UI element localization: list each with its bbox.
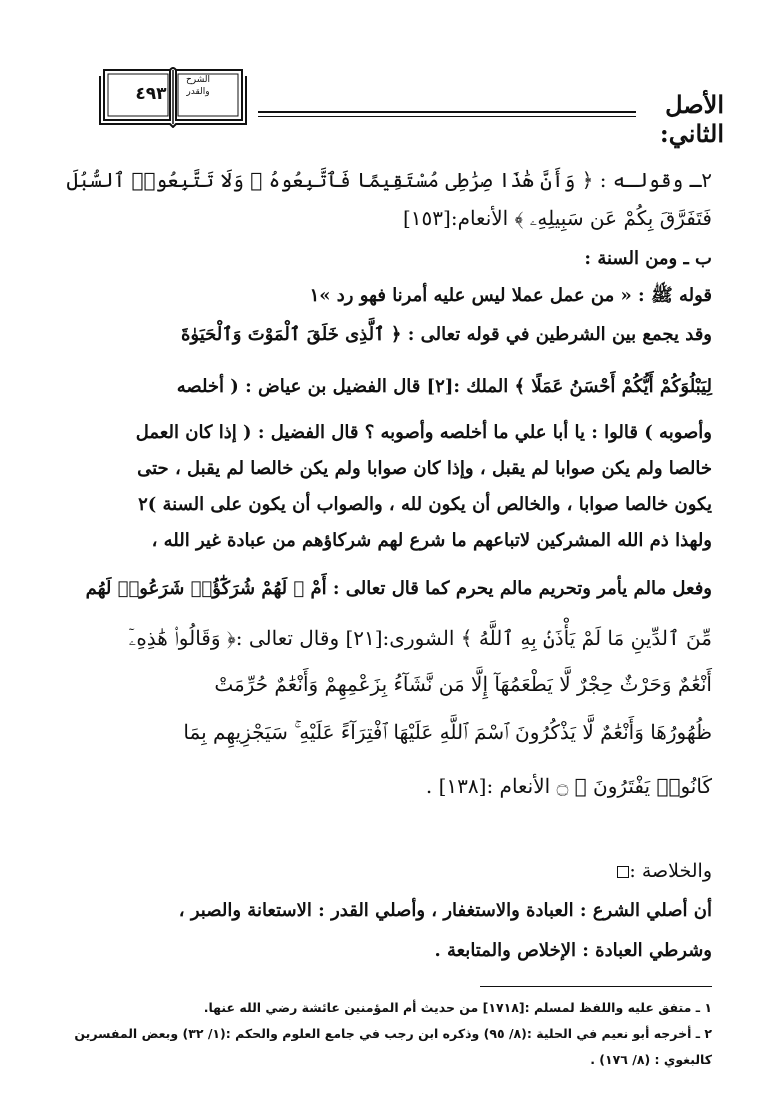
badge-label-line1: الشرح (185, 75, 211, 85)
text-line: وقد يجمع بين الشرطين في قوله تعالى : ﴿ ٱلَّذِى خَلَقَ ٱلْمَوْتَ وَٱلْحَيَوٰةَ (181, 324, 712, 345)
summary-heading-text: والخلاصة : (629, 860, 712, 882)
footnote-separator (480, 986, 712, 987)
text-line: خالصا ولم يكن صوابا لم يقبل ، وإذا كان صوابا ولم يكن خالصا لم يقبل ، حتى (137, 458, 712, 479)
summary-heading (607, 860, 712, 882)
page-header (84, 62, 724, 148)
footnote-1: ١ ـ متفق عليه واللفظ لمسلم :[١٧١٨] من حديث أم المؤمنين عائشة رضي الله عنها. (203, 1000, 712, 1015)
text-line: يكون خالصا صوابا ، والخالص أن يكون لله ، والصواب أن يكون على السنة )٢ (138, 494, 712, 515)
text-line: وأصوبه ) قالوا : يا أبا علي ما أخلصه وأصوبه ؟ قال الفضيل : ( إذا كان العمل (135, 422, 712, 443)
text-line: قوله ﷺ : « من عمل عملا ليس عليه أمرنا فهو رد »١ (309, 285, 712, 306)
text-line: وفعل مالم يأمر وتحريم مالم يحرم كما قال تعالى : أَمْ ﴿ لَهُمْ شُرَكَٰٓؤُا۟ شَرَعُوا۟ لَهُم (85, 578, 712, 599)
header-rule-thin (258, 116, 636, 117)
footnote-2: ٢ ـ أخرجه أبو نعيم في الحلية :(٨/ ٩٥) وذكره ابن رجب في جامع العلوم والحكم :(١/ ٣٢) وبعض المفسرين (74, 1026, 712, 1041)
text-line: أَنْعَٰمٌ وَحَرْثٌ حِجْرٌ لَّا يَطْعَمُهَآ إِلَّا مَن نَّشَآءُ بِزَعْمِهِمْ وَأَنْعَٰمٌ حُرِّمَتْ (214, 672, 712, 696)
text-line: ٢ـ وقولـه : ﴿ وَأَنَّ هَٰذَا صِرَٰطِى مُسْتَقِيمًا فَٱتَّبِعُوهُ ۖ وَلَا تَتَّبِعُوا۟ ٱلسُّبُلَ (66, 168, 712, 192)
page-number-badge (98, 62, 248, 128)
summary-line: أن أصلي الشرع : العبادة والاستغفار ، وأصلي القدر : الاستعانة والصبر ، (178, 900, 712, 921)
header-rule (258, 111, 636, 113)
text-line: فَتَفَرَّقَ بِكُمْ عَن سَبِيلِهِۦ ﴾ الأنعام:[١٥٣] (402, 206, 712, 230)
square-bullet-icon (617, 866, 629, 878)
page-number: ٤٩٣ (135, 84, 167, 104)
summary-line: وشرطي العبادة : الإخلاص والمتابعة . (434, 940, 712, 961)
text-line: كَانُوا۟ يَفْتَرُونَ ﴾ ۝ الأنعام :[١٣٨] . (425, 774, 712, 798)
text-line: ولهذا ذم الله المشركين لاتباعهم ما شرع لهم شركاؤهم من عبادة غير الله ، (151, 530, 712, 551)
text-line: ظُهُورُهَا وَأَنْعَٰمٌ لَّا يَذْكُرُونَ ٱسْمَ ٱللَّهِ عَلَيْهَا ٱفْتِرَآءً عَلَيْهِ ۚ سَيَجْزِيهِم بِمَا (183, 720, 712, 744)
book-section-label (176, 74, 220, 98)
chapter-title: الأصل الثاني: (659, 90, 724, 148)
badge-label-line2: والقدر (186, 87, 210, 97)
text-line: ب ـ ومن السنة : (584, 248, 712, 269)
text-line: لِيَبْلُوَكُمْ أَيُّكُمْ أَحْسَنُ عَمَلًا ﴾ الملك :[٢] قال الفضيل بن عياض : ( أخلصه (176, 376, 712, 397)
footnote-2-cont: كالبغوي : (٨/ ١٧٦) . (590, 1052, 712, 1067)
text-line: مِّنَ ٱلدِّينِ مَا لَمْ يَأْذَنۢ بِهِ ٱللَّهُ ﴾ الشورى:[٢١] وقال تعالى :﴿ وَقَالُوا۟ هَٰذِهِۦٓ (128, 626, 712, 650)
